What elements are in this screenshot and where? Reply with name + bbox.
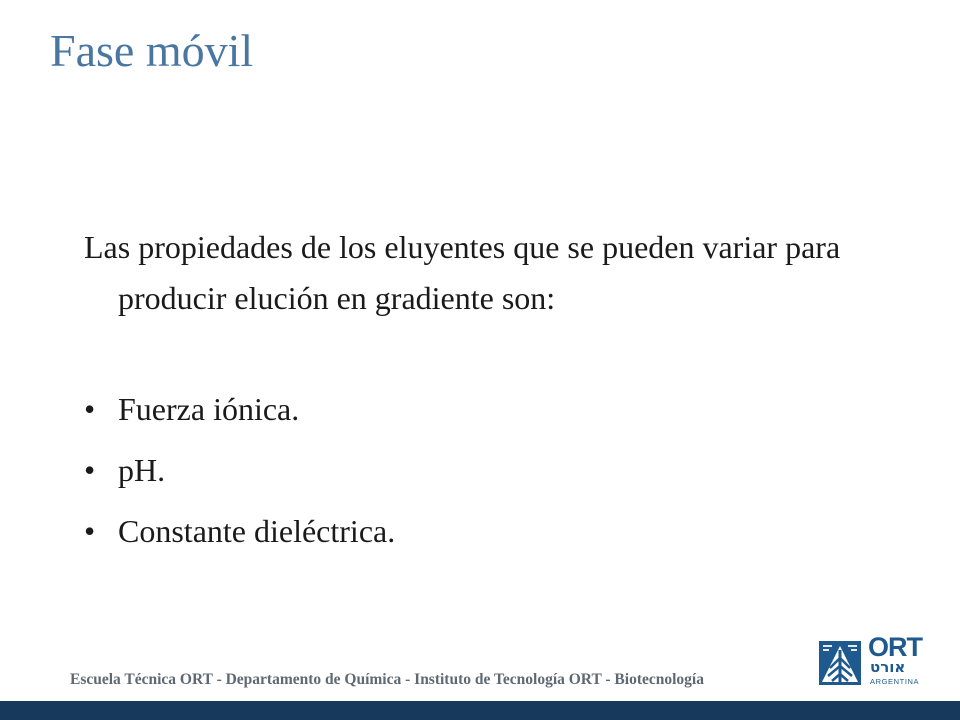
bullet-text: Fuerza iónica. [118,391,300,427]
bullet-dot: • [84,391,96,427]
bullet-list [84,379,395,562]
bullet-dot: • [84,513,96,549]
bullet-text: pH. [118,452,166,488]
footer-institution-text: Escuela Técnica ORT - Departamento de Química - Instituto de Tecnología ORT - Biotecnología [70,671,704,688]
ort-leaf-icon [818,638,864,688]
bullet-text: Constante dieléctrica. [118,513,396,549]
slide-title: Fase móvil [50,25,254,76]
logo-name: ORT [868,632,922,662]
bullet-item [84,379,395,440]
logo-hebrew: אורט [870,658,906,676]
bullet-dot: • [84,452,96,488]
bottom-bar [0,701,960,720]
intro-paragraph: Las propiedades de los eluyentes que se pueden variar para producir elución en gradiente son: [84,229,841,316]
bullet-item [84,440,395,501]
bullet-item [84,501,395,562]
ort-logo [818,632,938,692]
logo-country: ARGENTINA [870,677,920,686]
